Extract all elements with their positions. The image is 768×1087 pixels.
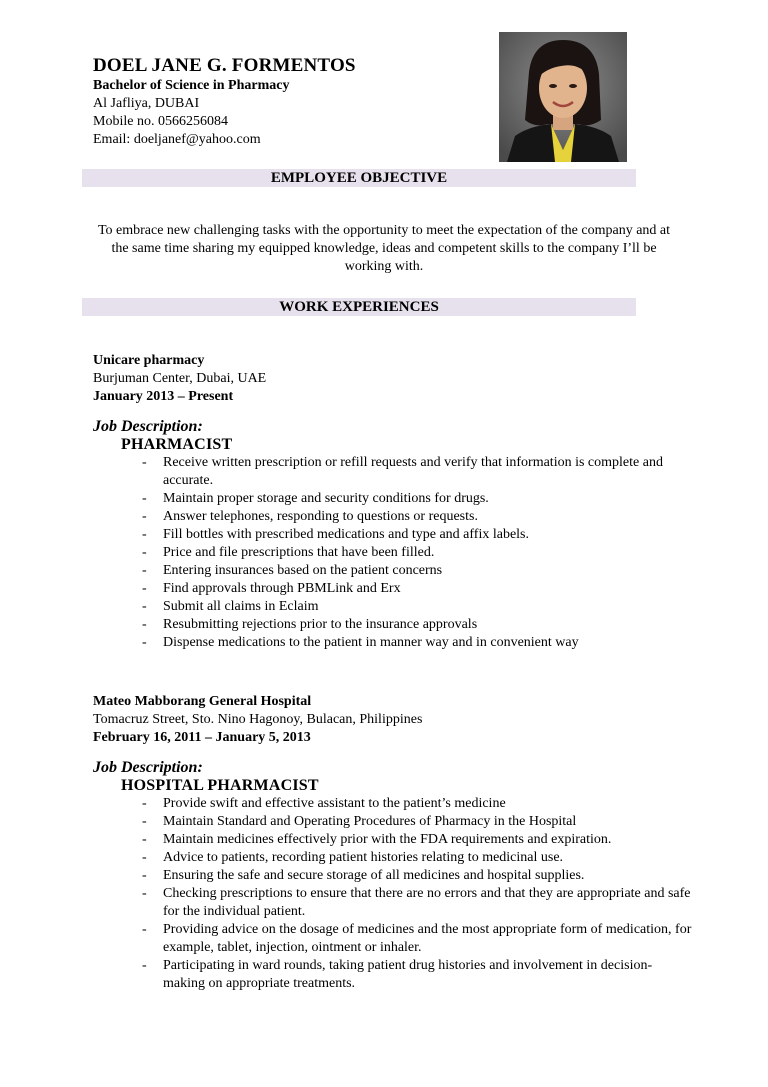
duty-text: Dispense medications to the patient in manner way and in convenient way: [163, 635, 579, 650]
applicant-name: DOEL JANE G. FORMENTOS: [93, 55, 356, 76]
duty-item: [93, 508, 693, 526]
bullet-dash: -: [142, 814, 147, 829]
bullet-dash: -: [142, 617, 147, 632]
job-entry-mateo: [93, 693, 693, 993]
work-heading: WORK EXPERIENCES: [82, 298, 636, 316]
duty-text: Ensuring the safe and secure storage of all medicines and hospital supplies.: [163, 868, 585, 883]
bullet-dash: -: [142, 599, 147, 614]
duty-item: [93, 831, 693, 849]
duty-text: Fill bottles with prescribed medications and type and affix labels.: [163, 527, 529, 542]
duty-text: Maintain Standard and Operating Procedures of Pharmacy in the Hospital: [163, 814, 577, 829]
bullet-dash: -: [142, 868, 147, 883]
duty-item: [93, 867, 693, 885]
job-description-label: Job Description:: [93, 418, 203, 435]
applicant-degree: Bachelor of Science in Pharmacy: [93, 78, 290, 93]
duty-item: [93, 921, 693, 957]
duty-text: Receive written prescription or refill requests and verify that information is complete and accurate.: [163, 455, 663, 488]
duty-item: [93, 813, 693, 831]
duty-text: Resubmitting rejections prior to the insurance approvals: [163, 617, 478, 632]
applicant-email: Email: doeljanef@yahoo.com: [93, 132, 261, 147]
duty-item: [93, 490, 693, 508]
applicant-photo: [499, 32, 627, 162]
applicant-address: Al Jafliya, DUBAI: [93, 96, 200, 111]
bullet-dash: -: [142, 850, 147, 865]
duty-text: Maintain proper storage and security conditions for drugs.: [163, 491, 489, 506]
job-employer: Unicare pharmacy: [93, 353, 205, 368]
duty-item: [93, 454, 693, 490]
objective-heading: EMPLOYEE OBJECTIVE: [82, 169, 636, 187]
duty-item: [93, 795, 693, 813]
duty-item: [93, 634, 693, 652]
duty-text: Answer telephones, responding to questions or requests.: [163, 509, 478, 524]
bullet-dash: -: [142, 527, 147, 542]
duty-list: [93, 454, 693, 652]
bullet-dash: -: [142, 796, 147, 811]
resume-header: [93, 55, 483, 149]
job-location: Tomacruz Street, Sto. Nino Hagonoy, Bulacan, Philippines: [93, 712, 423, 727]
applicant-mobile: Mobile no. 0566256084: [93, 114, 228, 129]
portrait-illustration: [499, 32, 627, 162]
duty-text: Checking prescriptions to ensure that there are no errors and that they are appropriate and safe for the individual patient.: [163, 886, 691, 919]
duty-text: Provide swift and effective assistant to the patient’s medicine: [163, 796, 506, 811]
job-role: HOSPITAL PHARMACIST: [121, 777, 319, 794]
job-role: PHARMACIST: [121, 436, 233, 453]
job-location: Burjuman Center, Dubai, UAE: [93, 371, 267, 386]
duty-item: [93, 616, 693, 634]
bullet-dash: -: [142, 886, 147, 901]
bullet-dash: -: [142, 832, 147, 847]
job-description-label: Job Description:: [93, 759, 203, 776]
job-entry-unicare: [93, 352, 693, 652]
duty-item: [93, 580, 693, 598]
duty-text: Submit all claims in Eclaim: [163, 599, 319, 614]
job-dates: January 2013 – Present: [93, 389, 234, 404]
duty-item: [93, 544, 693, 562]
job-dates: February 16, 2011 – January 5, 2013: [93, 730, 311, 745]
bullet-dash: -: [142, 635, 147, 650]
duty-text: Advice to patients, recording patient histories relating to medicinal use.: [163, 850, 564, 865]
duty-list: [93, 795, 693, 993]
duty-item: [93, 598, 693, 616]
bullet-dash: -: [142, 455, 147, 470]
bullet-dash: -: [142, 545, 147, 560]
duty-text: Maintain medicines effectively prior with the FDA requirements and expiration.: [163, 832, 612, 847]
duty-text: Find approvals through PBMLink and Erx: [163, 581, 401, 596]
duty-text: Entering insurances based on the patient concerns: [163, 563, 443, 578]
duty-item: [93, 885, 693, 921]
duty-item: [93, 526, 693, 544]
duty-text: Providing advice on the dosage of medicines and the most appropriate form of medication, for example, tablet, injection, ointment or inhaler.: [163, 922, 692, 955]
duty-item: [93, 957, 693, 993]
bullet-dash: -: [142, 922, 147, 937]
bullet-dash: -: [142, 958, 147, 973]
objective-text: To embrace new challenging tasks with the opportunity to meet the expectation of the company and at the same time sharing my equipped knowledge, ideas and competent skills to the company I’ll be working with.: [97, 223, 671, 274]
duty-text: Price and file prescriptions that have been filled.: [163, 545, 435, 560]
bullet-dash: -: [142, 491, 147, 506]
bullet-dash: -: [142, 581, 147, 596]
duty-text: Participating in ward rounds, taking patient drug histories and involvement in decision-making on appropriate treatments.: [163, 958, 653, 991]
duty-item: [93, 849, 693, 867]
bullet-dash: -: [142, 563, 147, 578]
duty-item: [93, 562, 693, 580]
job-employer: Mateo Mabborang General Hospital: [93, 694, 312, 709]
bullet-dash: -: [142, 509, 147, 524]
